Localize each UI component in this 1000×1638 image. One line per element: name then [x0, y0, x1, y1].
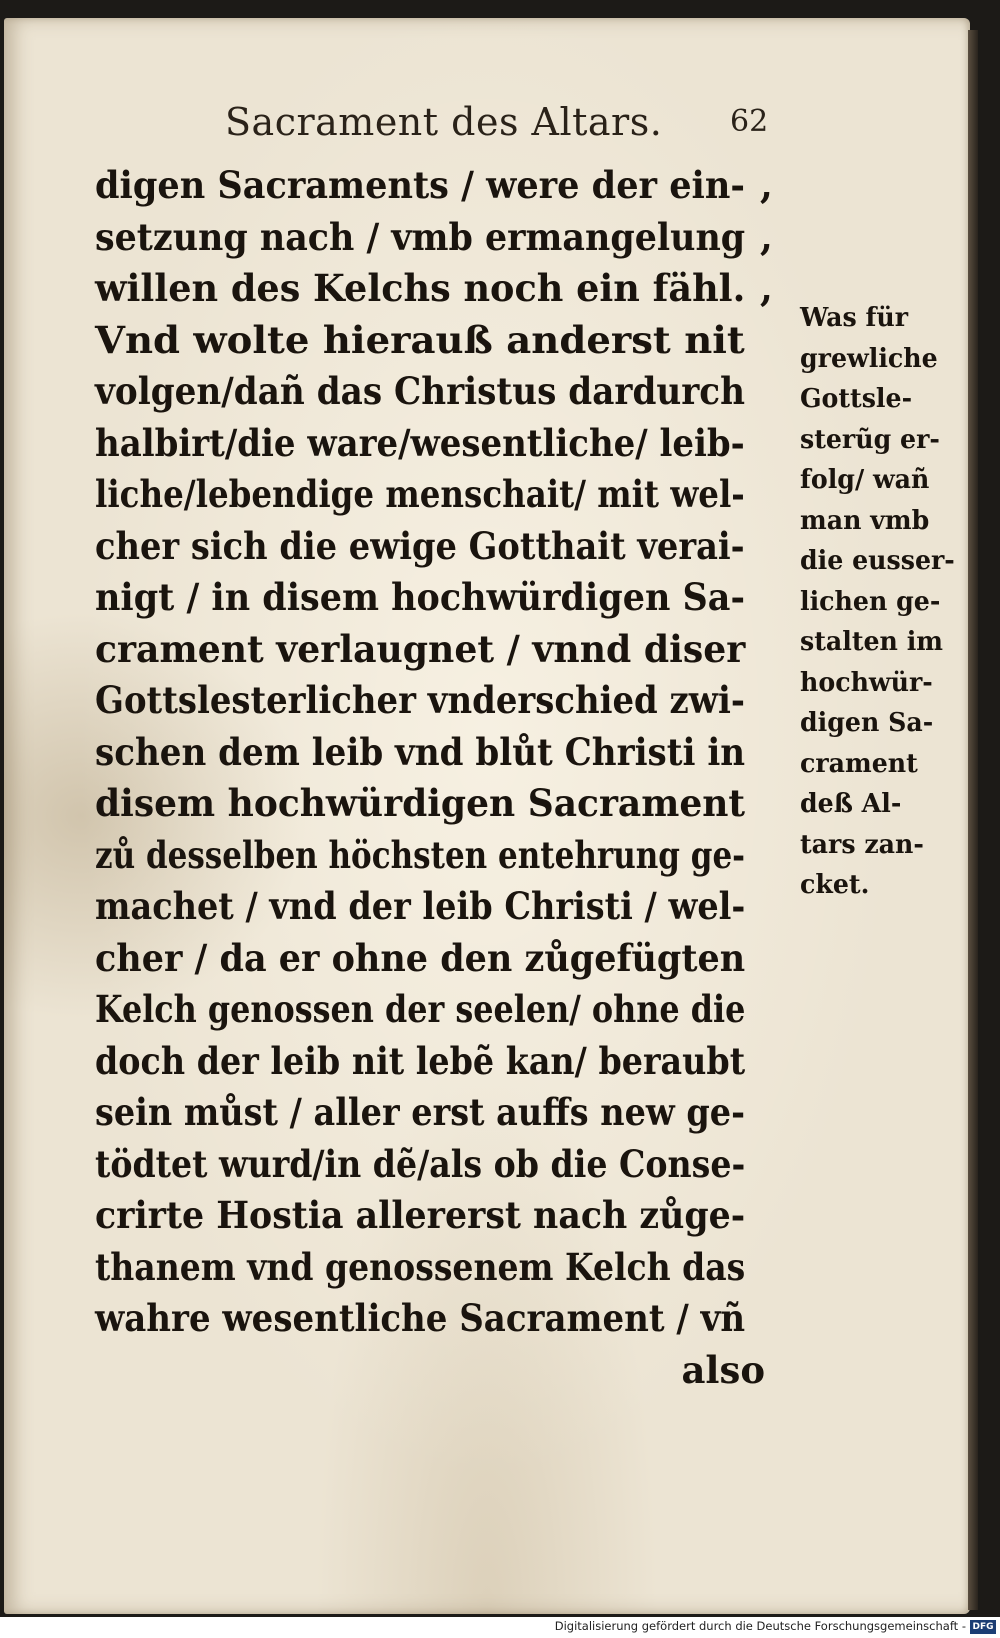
margin-note-line: hochwür- — [800, 667, 933, 698]
text-line — [95, 572, 795, 624]
text-line-content: liche/lebendige menschait/ mit wel- — [95, 472, 745, 516]
text-line-content: Kelch genossen der seelen/ ohne die — [95, 987, 746, 1031]
margin-note-line: deß Al- — [800, 789, 902, 819]
margin-note-line: crament — [800, 748, 918, 779]
footer-bar — [0, 1617, 1000, 1638]
text-line-content: Vnd wolte hierauß anderst nit — [95, 317, 745, 362]
margin-note-line: tars zan- — [800, 829, 924, 860]
citation-mark: , — [760, 214, 773, 259]
text-line — [95, 933, 795, 985]
text-line — [95, 830, 795, 882]
text-line-content: Gottslesterlicher vnderschied zwi- — [95, 678, 745, 722]
catchword: also — [681, 1347, 765, 1392]
text-line-content: crirte Hostia allererst nach zůge- — [95, 1193, 746, 1237]
text-line-content: zů desselben höchsten entehrung ge- — [95, 832, 746, 877]
text-line — [95, 1087, 795, 1139]
margin-note-line: folg/ wañ — [800, 465, 930, 495]
text-line-content: digen Sacraments / were der ein- — [95, 163, 745, 207]
margin-note-line: Was für — [800, 303, 909, 333]
text-line — [95, 469, 795, 521]
text-line-content: halbirt/die ware/wesentliche/ leib- — [95, 420, 745, 465]
margin-note-line: grewliche — [800, 343, 938, 374]
text-line-content: crament verlaugnet / vnnd diser — [95, 626, 746, 671]
text-line — [95, 984, 795, 1036]
text-line — [95, 160, 795, 212]
text-line-content: wahre wesentliche Sacrament / vñ — [95, 1296, 746, 1340]
digitization-credit: Digitalisierung gefördert durch die Deutsche Forschungsgemeinschaft - — [554, 1619, 966, 1633]
text-line-content: cher sich die ewige Gotthait verai- — [95, 523, 745, 568]
text-line — [95, 778, 795, 830]
text-line-content: nigt / in disem hochwürdigen Sa- — [95, 575, 745, 619]
text-line — [95, 263, 795, 315]
margin-note-line: lichen ge- — [800, 586, 941, 617]
text-line-content: thanem vnd genossenem Kelch das — [95, 1244, 746, 1289]
citation-mark: , — [760, 266, 773, 310]
text-line — [95, 727, 795, 779]
body-text — [95, 160, 795, 1396]
text-line — [95, 521, 795, 573]
dfg-logo: DFG — [970, 1620, 996, 1634]
text-line — [95, 1139, 795, 1191]
margin-note-line: Gottsle- — [800, 384, 913, 414]
margin-note-line: man vmb — [800, 505, 930, 536]
text-line-content: willen des Kelchs noch ein fähl. — [95, 266, 746, 310]
text-line — [95, 212, 795, 264]
text-line — [95, 1036, 795, 1088]
text-line — [95, 675, 795, 727]
text-line — [95, 1242, 795, 1294]
text-line-content: disem hochwürdigen Sacrament — [95, 781, 746, 825]
margin-note-line: digen Sa- — [800, 708, 934, 738]
text-line-content: machet / vnd der leib Christi / wel- — [95, 884, 746, 928]
text-line-content: tödtet wurd/in dẽ/als ob die Conse- — [95, 1141, 746, 1186]
text-line — [95, 881, 795, 933]
margin-note — [800, 298, 970, 906]
text-line — [95, 418, 795, 470]
margin-note-line: sterũg er- — [800, 424, 940, 455]
margin-note-line: stalten im — [800, 627, 943, 657]
text-line-content: cher / da er ohne den zůgefügten — [95, 935, 746, 980]
margin-note-line: die eusser- — [800, 546, 955, 576]
page-header — [0, 100, 1000, 150]
text-line-content: schen dem leib vnd blůt Christi in — [95, 729, 746, 774]
text-line — [95, 1293, 795, 1345]
text-line — [95, 624, 795, 676]
text-line-content: setzung nach / vmb ermangelung — [95, 214, 746, 259]
text-line — [95, 366, 795, 418]
page-number: 62 — [730, 104, 769, 139]
text-line-content: sein můst / aller erst auffs new ge- — [95, 1090, 745, 1134]
text-line — [95, 315, 795, 367]
text-line-content: volgen/dañ das Christus dardurch — [95, 369, 746, 413]
citation-mark: , — [760, 163, 773, 207]
margin-note-line: cket. — [800, 870, 870, 900]
running-title: Sacrament des Altars. — [225, 100, 663, 144]
text-line — [95, 1190, 795, 1242]
text-line-content: doch der leib nit lebẽ kan/ beraubt — [95, 1038, 746, 1083]
